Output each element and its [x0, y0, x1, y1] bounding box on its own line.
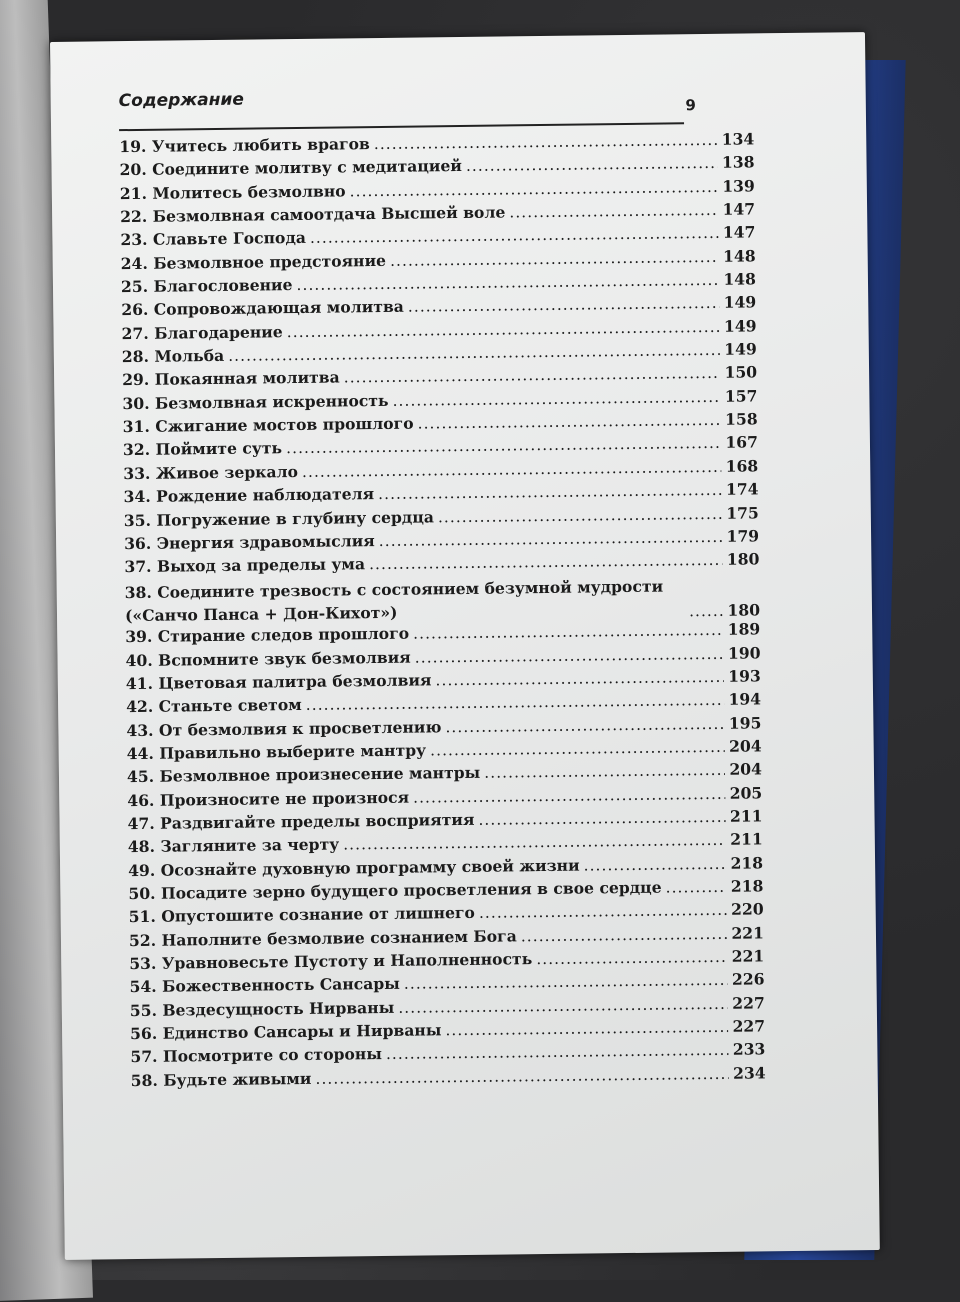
toc-leader-dots	[302, 458, 722, 481]
toc-entry-title: 32. Поймите суть	[122, 438, 283, 460]
toc-entry-title: 21. Молитесь безмолвно	[119, 181, 346, 203]
toc-leader-dots	[287, 318, 720, 341]
toc-entry-page: 148	[723, 269, 757, 289]
toc-entry-title: 34. Рождение наблюдателя	[123, 484, 375, 507]
toc-entry-title: 19. Учитесь любить врагов	[119, 134, 370, 157]
toc-leader-dots	[430, 738, 725, 760]
toc-entry-page: 221	[731, 946, 765, 966]
toc-entry-page: 138	[721, 152, 755, 173]
toc-entry-page: 218	[730, 876, 764, 896]
toc-entry-page: 167	[725, 432, 759, 453]
toc-entry-title: 36. Энергия здравомыслия	[124, 530, 375, 553]
toc-entry-page: 221	[731, 923, 765, 943]
toc-leader-dots	[392, 388, 721, 410]
toc-leader-dots	[369, 551, 723, 573]
toc-leader-dots	[286, 434, 722, 457]
toc-entry-title: 57. Посмотрите со стороны	[130, 1044, 383, 1067]
table-of-contents	[119, 129, 766, 1094]
toc-leader-dots	[466, 154, 718, 175]
toc-leader-dots	[408, 294, 720, 316]
toc-entry-title: 40. Вспомните звук безмолвия	[125, 647, 411, 670]
toc-entry-title: 37. Выход за пределы ума	[124, 554, 366, 577]
toc-entry-title: 42. Станьте светом	[126, 695, 302, 717]
toc-entry-title: 54. Божественность Сансары	[129, 974, 400, 997]
toc-leader-dots	[310, 224, 719, 247]
toc-entry-title: 50. Посадите зерно будущего просветления в свое сердце	[128, 877, 662, 904]
toc-leader-dots	[343, 831, 726, 854]
toc-entry-page: 180	[726, 549, 760, 569]
toc-leader-dots	[438, 504, 723, 525]
toc-entry-page: 149	[723, 316, 757, 336]
toc-entry-page: 149	[723, 292, 757, 313]
toc-leader-dots	[315, 1065, 729, 1088]
toc-leader-dots	[379, 528, 723, 550]
toc-entry-title: 47. Раздвигайте пределы восприятия	[127, 809, 475, 834]
running-header	[118, 80, 696, 131]
toc-leader-dots	[404, 971, 728, 993]
toc-entry-title: 45. Безмолвное произнесение мантры	[126, 763, 481, 787]
toc-entry-title: 58. Будьте живыми	[130, 1068, 312, 1090]
toc-entry-page: 150	[724, 362, 758, 383]
header-page-number: 9	[685, 96, 696, 115]
toc-leader-dots	[689, 602, 724, 620]
toc-leader-dots	[536, 948, 728, 968]
toc-entry-page: 218	[730, 853, 764, 873]
toc-entry-title: 44. Правильно выберите мантру	[126, 740, 427, 764]
toc-entry-title: 31. Сжигание мостов прошлого	[122, 413, 414, 437]
toc-entry-page: 227	[732, 1016, 766, 1036]
toc-entry-title: 48. Загляните за черту	[127, 834, 340, 857]
toc-entry-page: 204	[729, 759, 763, 780]
toc-entry-page: 189	[727, 619, 761, 639]
toc-entry-page: 168	[725, 456, 759, 476]
toc-leader-dots	[445, 1018, 728, 1039]
toc-entry-title: 56. Единство Сансары и Нирваны	[130, 1020, 442, 1044]
toc-entry-page: 227	[732, 993, 765, 1013]
toc-entry-title: 55. Вездесущность Нирваны	[129, 997, 395, 1020]
toc-entry-page: 195	[728, 712, 762, 733]
toc-entry-page: 149	[724, 339, 757, 359]
toc-entry-title: 35. Погружение в глубину сердца	[123, 506, 435, 530]
toc-entry	[125, 573, 761, 627]
toc-leader-dots	[398, 995, 728, 1017]
toc-entry-page: 190	[727, 642, 761, 663]
toc-entry-page: 139	[722, 176, 755, 196]
toc-entry-page: 180	[727, 600, 761, 620]
toc-entry-title: 39. Стирание следов прошлого	[125, 623, 410, 647]
toc-entry-title: 30. Безмолвная искренность	[122, 390, 389, 413]
toc-entry-page: 233	[732, 1039, 766, 1060]
toc-entry-page: 148	[722, 246, 756, 266]
toc-entry-title: 26. Сопровождающая молитва	[121, 297, 404, 320]
toc-entry-title: 25. Благословение	[120, 275, 293, 297]
toc-entry-page: 134	[721, 129, 755, 149]
toc-leader-dots	[349, 178, 718, 201]
toc-entry-page: 174	[725, 479, 759, 499]
header-title: Содержание	[118, 89, 245, 112]
toc-entry-page: 158	[724, 409, 758, 429]
toc-entry-page: 147	[722, 222, 756, 243]
toc-entry-page: 193	[728, 666, 761, 686]
toc-leader-dots	[484, 761, 725, 782]
toc-leader-dots	[413, 621, 724, 643]
toc-leader-dots	[344, 364, 721, 387]
toc-entry-title: 24. Безмолвное предстояние	[120, 250, 387, 273]
toc-leader-dots	[228, 341, 720, 365]
toc-entry-title: 43. От безмолвия к просветлению	[126, 716, 442, 740]
toc-leader-dots	[413, 784, 726, 806]
toc-entry-page: 147	[722, 199, 756, 219]
toc-entry-title: 41. Цветовая палитра безмолвия	[125, 670, 432, 694]
toc-entry-page: 205	[729, 782, 763, 803]
toc-entry-title: 28. Мольба	[121, 345, 225, 367]
toc-leader-dots	[296, 271, 719, 294]
toc-entry-page: 179	[726, 526, 760, 546]
toc-leader-dots	[415, 644, 724, 666]
toc-leader-dots	[509, 201, 718, 222]
toc-entry-title: 23. Славьте Господа	[120, 228, 307, 250]
toc-entry-page: 234	[732, 1063, 766, 1083]
toc-entry-page: 211	[729, 806, 763, 826]
toc-entry-title: 33. Живое зеркало	[123, 461, 299, 483]
toc-entry-title: 29. Покаянная молитва	[122, 367, 340, 390]
toc-entry-title: 52. Наполните безмолвие сознанием Бога	[128, 926, 517, 950]
toc-leader-dots	[583, 854, 726, 874]
toc-entry-page: 220	[730, 899, 764, 920]
toc-leader-dots	[390, 248, 719, 270]
toc-entry-title: 38. Соедините трезвость с состоянием безумной мудрости («Санчо Панса + Дон-Кихот»)	[124, 576, 664, 626]
toc-leader-dots	[435, 668, 724, 690]
toc-entry-page: 226	[731, 969, 765, 990]
toc-leader-dots	[306, 691, 725, 714]
toc-leader-dots	[479, 901, 727, 922]
toc-leader-dots	[478, 808, 726, 829]
toc-entry-title: 20. Соедините молитву с медитацией	[119, 156, 463, 180]
toc-entry-title: 27. Благодарение	[121, 321, 283, 343]
toc-leader-dots	[386, 1041, 729, 1063]
toc-entry-title: 22. Безмолвная самоотдача Высшей воле	[120, 202, 506, 227]
toc-leader-dots	[417, 411, 721, 433]
toc-leader-dots	[378, 481, 722, 503]
toc-leader-dots	[445, 714, 725, 735]
toc-entry-title: 53. Уравновесьте Пустоту и Наполненность	[129, 949, 533, 974]
toc-leader-dots	[521, 924, 728, 945]
toc-entry-page: 211	[730, 829, 763, 850]
toc-entry-page: 157	[724, 386, 758, 406]
toc-entry-page: 194	[728, 689, 762, 710]
book-page	[50, 32, 880, 1260]
toc-entry-page: 204	[728, 736, 762, 756]
toc-entry-title: 51. Опустошите сознание от лишнего	[128, 903, 476, 927]
toc-leader-dots	[374, 131, 718, 153]
toc-leader-dots	[665, 878, 726, 897]
toc-entry-title: 49. Осознайте духовную программу своей жизни	[128, 855, 580, 880]
toc-entry-page: 175	[726, 502, 759, 523]
toc-entry-title: 46. Произносите не произнося	[127, 787, 410, 810]
